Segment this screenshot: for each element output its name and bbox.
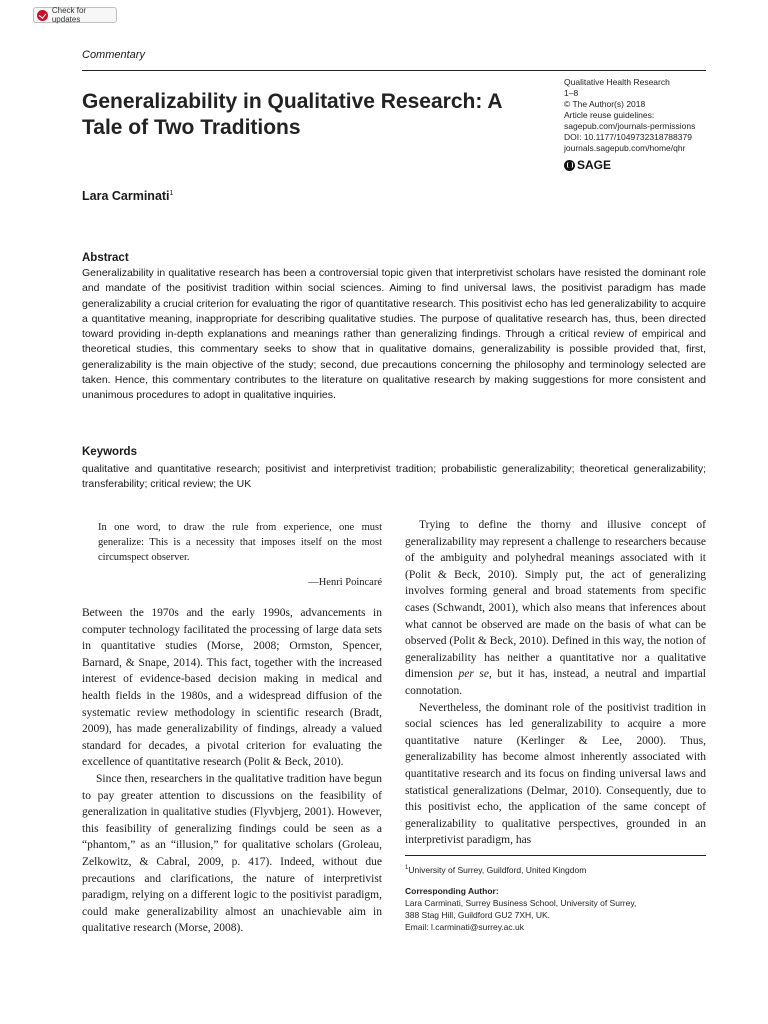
journal-info <box>564 77 695 154</box>
journal-homepage-link[interactable]: journals.sagepub.com/home/qhr <box>564 143 686 153</box>
article-title: Generalizability in Qualitative Research: A Tale of Two Traditions <box>82 90 502 139</box>
journal-name: Qualitative Health Research <box>564 77 670 87</box>
page-range: 1–8 <box>564 88 579 98</box>
corresponding-author-email[interactable]: Email: l.carminati@surrey.ac.uk <box>405 921 524 932</box>
doi[interactable]: DOI: 10.1177/1049732318788379 <box>564 132 692 142</box>
publisher-logo <box>564 158 611 172</box>
author-affiliation-mark: 1 <box>169 189 174 197</box>
corresponding-author-address: 388 Stag Hill, Guildford GU2 7XH, UK. <box>405 909 551 920</box>
body-text: , but it has, instead, a neutral and impartial connotation. <box>405 668 706 697</box>
body-paragraph <box>405 517 706 700</box>
body-text: Trying to define the thorny and illusive concept of generalizability may represent a challenge to researchers because of the ambiguity and polyhedral meanings associated with it (Polit & Beck, 2010). Simply put, the act of generalizing involves forming general and broad statements from specific cases (Schwandt, 2001), which also means that inferences about what cannot be observed are made on the basis of what can be observed (Polit & Beck, 2010). Defined in this way, the notion of generalizability has neither a quantitative nor a qualitative dimension <box>405 519 706 681</box>
sage-logo-icon <box>564 160 575 171</box>
abstract-heading: Abstract <box>82 252 129 264</box>
author-name: Lara Carminati <box>82 189 170 203</box>
reuse-guidelines-label: Article reuse guidelines: <box>564 110 655 120</box>
affiliation-footnote <box>405 862 706 876</box>
keywords-heading: Keywords <box>82 446 137 458</box>
affiliation-footnote-mark: 1 <box>405 865 409 871</box>
body-paragraph: Between the 1970s and the early 1990s, advancements in computer technology facilitated the processing of large data sets in quantitative studies (Morse, 2008; Ormston, Spencer, Barnard, & Snape, 2014). This fact, together with the increased interest of evidence-based decision making in medical and health fields in the 1980s, and a widespread diffusion of the systematic review methodology in scientific research (Bradt, 2009), has made generalizability of findings, already a valued standard for decades, a pivotal criterion for evaluating the excellence of quantitative research (Polit & Beck, 2010). <box>82 607 382 769</box>
check-for-updates-label: Check for updates <box>51 6 87 24</box>
copyright: © The Author(s) 2018 <box>564 99 646 109</box>
author <box>82 189 173 203</box>
body-paragraph: Since then, researchers in the qualitative tradition have begun to pay greater attention to discussions on the feasibility of generalization in qualitative studies (Flyvbjerg, 2001). However, this feasibility of generalizing findings could be seen as a “phantom,” as an “illusion,” for qualitative scholars (Groleau, Zelkowitz, & Cabral, 2009, p. 417). Indeed, without due precautions and clarifications, the nature of interpretivist paradigm, relying on a different logic to the positivist paradigm, could make generalizability almost an unachievable aim in qualitative research (Morse, 2008). <box>82 772 382 935</box>
body-paragraph: Nevertheless, the dominant role of the positivist tradition in social sciences has led generalizability to acquire a more quantitative nature (Kerlinger & Lee, 2000). Thus, generalizability has become almost inherently associated with quantitative research and its focus on finding universal laws and statistical generalizations (Delmar, 2010). Consequently, due to this positivist echo, the application of the same concept of generalizability to qualitative perspectives, grounded in an interpretivist paradigm, has <box>405 701 706 847</box>
keywords-text: qualitative and quantitative research; positivist and interpretivist tradition; probabilistic generalizability; theoretical generalizability; transferability; critical review; the UK <box>82 463 706 491</box>
epigraph-quote: In one word, to draw the rule from experience, one must generalize: This is a necessity that imposes itself on the most circumspect observer. <box>98 522 382 563</box>
abstract-text: Generalizability in qualitative research has been a controversial topic given that interpretivist scholars have resisted the dominant role and mandate of the positivist tradition within social sciences. Aiming to find universal laws, the positivist paradigm has made generalizability a crucial criterion for evaluating the rigor of quantitative research. This positivist echo has led generalizability to acquire a quantitative meaning, inappropriate for describing qualitative studies. The purpose of qualitative research has, thus, been directed toward providing in-depth explanations and meanings rather than generalizing findings. Through a critical review of empirical and theoretical studies, this commentary seeks to show that in qualitative domains, generalizability is possible provided that, first, generalizability is the main objective of the study; second, due precautions concerning the philosophy and terminology selected are taken. Hence, this commentary contributes to the literature on qualitative research by making suggestions for more consistent and unanimous procedures to adopt in qualitative inquiries. <box>82 267 706 402</box>
right-column <box>405 517 706 849</box>
permissions-link[interactable]: sagepub.com/journals-permissions <box>564 121 696 131</box>
epigraph-attribution: —Henri Poincaré <box>308 577 382 588</box>
section-label: Commentary <box>82 49 145 61</box>
checkmark-icon <box>37 10 48 21</box>
corresponding-author-heading: Corresponding Author: <box>405 885 499 896</box>
left-column <box>82 605 382 937</box>
header-rule <box>82 70 706 71</box>
italic-term: per se <box>458 668 489 681</box>
publisher-logo-text: SAGE <box>577 158 612 172</box>
check-for-updates-badge[interactable] <box>33 7 117 23</box>
footnote-rule <box>405 855 706 856</box>
footnotes <box>405 862 706 933</box>
affiliation-text: University of Surrey, Guildford, United Kingdom <box>408 864 587 875</box>
corresponding-author-line: Lara Carminati, Surrey Business School, University of Surrey, <box>405 897 637 908</box>
